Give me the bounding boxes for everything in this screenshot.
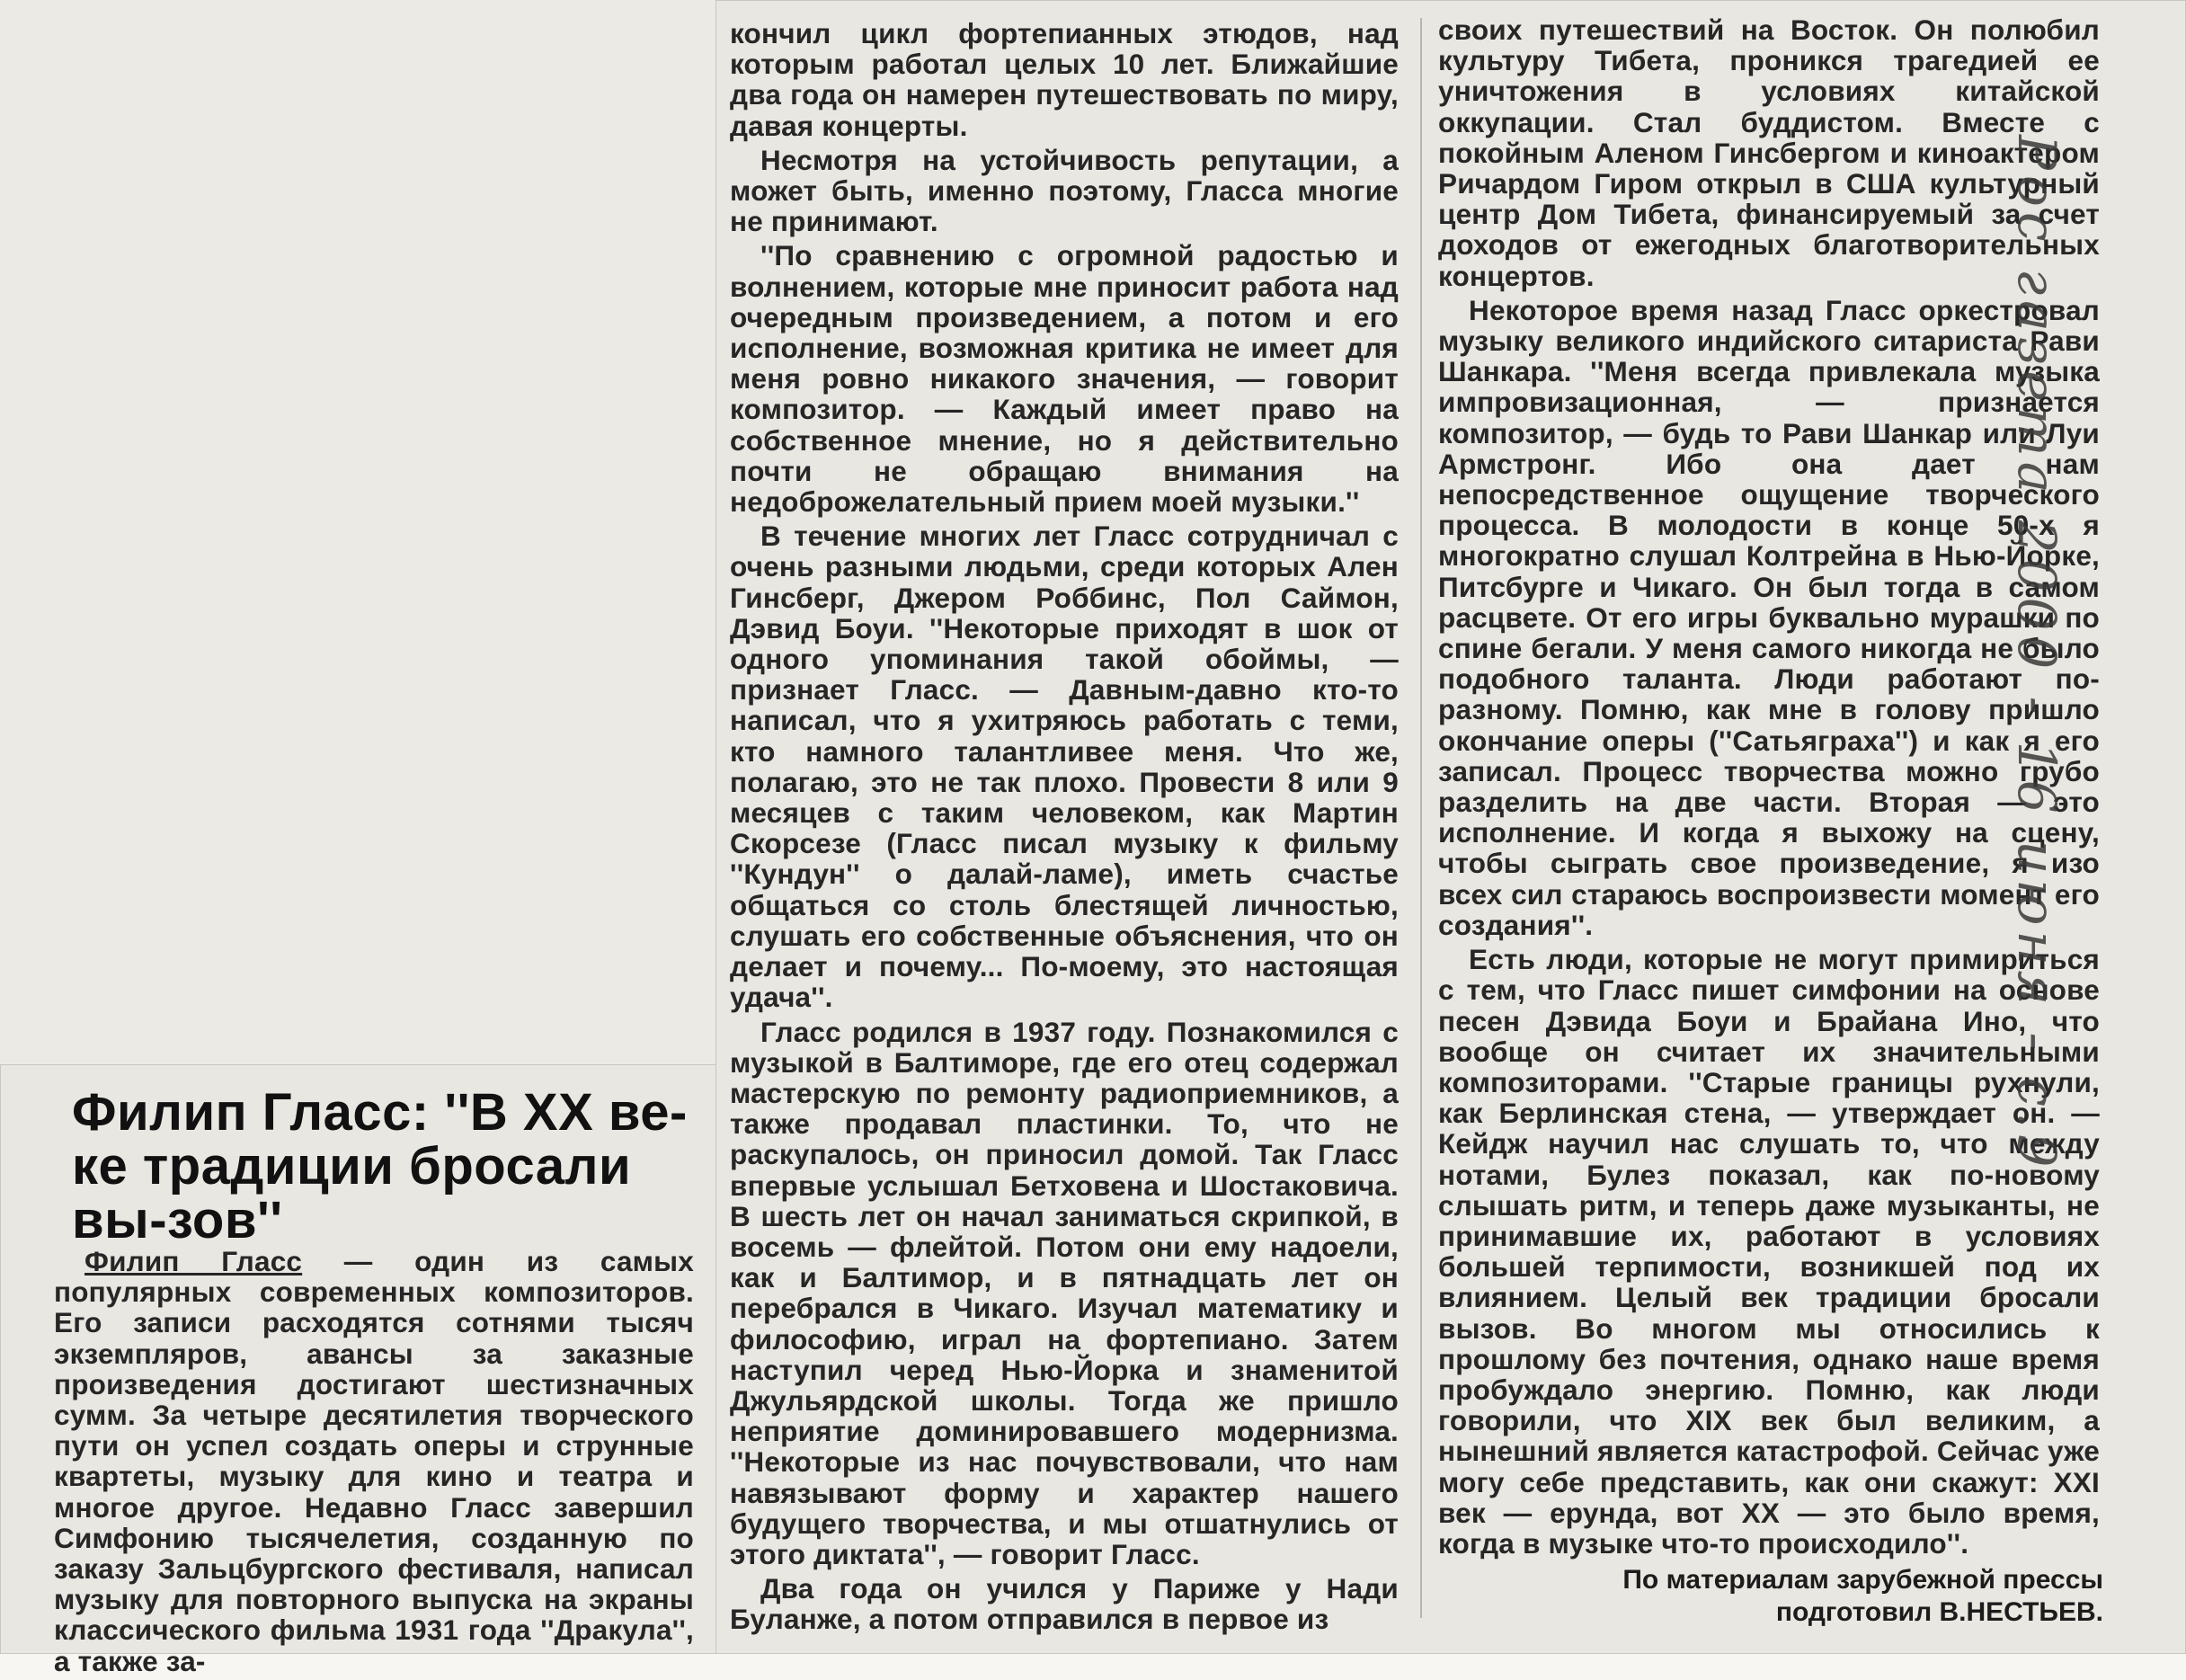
paragraph: Несмотря на устойчивость репутации, а может быть, именно поэтому, Гласса многие не принимают. <box>730 143 1399 238</box>
paragraph: Два года он учился у Париже у Нади Буланже, а потом отправился в первое из <box>730 1572 1399 1636</box>
paragraph: Некоторое время назад Гласс оркестровал музыку великого индийского ситариста Рави Шанкара. ''Меня всегда привлекала музыка импровизационная, — признается композитор, — будь то Рави Шанкар или Луи Армстронг. Ибо она дает нам непосредственное ощущение творческого процесса. В молодости в конце 50-х я многократно слушал Колтрейна в Нью-Йорке, Питсбурге и Чикаго. Он был тогда в самом расцвете. От его игры буквально мурашки по спине бегали. У меня самого никогда не было подобного таланта. Люди работают по-разному. Помню, как мне в голову пришло окончание оперы (''Сатьяграха'') и как я его записал. Процесс творчества можно грубо разделить на две части. Вторая — это исполнение. И когда я выхожу на сцену, чтобы сыграть свое произведение, я изо всех сил стараюсь воспроизвести момент его создания''. <box>1438 293 2100 941</box>
paragraph: Гласс родился в 1937 году. Познакомился с музыкой в Балтиморе, где его отец содержал мастерскую по ремонту радиоприемников, а также продавал пластинки. То, что не раскупалось, он приносил домой. Так Гласс впервые услышал Бетховена и Шостаковича. В шесть лет он начал заниматься скрипкой, в восемь — флейтой. Потом они ему надоели, как и Балтимор, и в пятнадцать лет он перебрался в Чикаго. Изучал математику и философию, играл на фортепиано. Затем наступил черед Нью-Йорка и знаменитой Джульярдской школы. Тогда же пришло неприятие доминировавшего модернизма. ''Некоторые из нас почувствовали, что нам навязывают форму и характер нашего будущего творчества, и мы отшатнулись от этого диктата'', — говорит Гласс. <box>730 1015 1399 1570</box>
author-signature: По материалам зарубежной прессы подготовил В.НЕСТЬЕВ. <box>1622 1565 2103 1627</box>
article-headline: Филип Гласс: ''В XX ве-ке традиции бросали вы-зов'' <box>72 1083 688 1249</box>
lead-name: Филип Гласс <box>84 1245 303 1277</box>
column-1 <box>54 1246 694 1680</box>
paragraph: ''По сравнению с огромной радостью и волнением, которые мне приносит работа над очередным произведением, а потом и его исполнение, возможная критика не имеет для меня ровно никакого значения, — говорит композитор. — Каждый имеет право на собственное мнение, но я действительно почти не обращаю внимания на недоброжелательный прием моей музыки.'' <box>730 239 1399 519</box>
column-2 <box>730 18 1399 1639</box>
handwritten-note: Рос газета 2000 - 16 июня - с.9 <box>2006 135 2067 1173</box>
column-3 <box>1438 14 2100 1562</box>
paragraph: Есть люди, которые не могут примириться с тем, что Гласс пишет симфонии на основе песен Дэвида Боуи и Брайана Ино, что вообще он считает их значительными композиторами. ''Старые границы рухнули, как Берлинская стена, — утверждает он. — Кейдж научил нас слушать то, что между нотами, Булез показал, как по-новому слышать ритм, и теперь даже музыканты, не принимавшие их, работают в условиях большей терпимости, возникшей под их влиянием. Целый век традиции бросали вызов. Во многом мы относились к прошлому без почтения, однако наше время пробуждало энергию. Помню, как люди говорили, что XIX век был великим, а нынешний является катастрофой. Сейчас уже могу себе представить, как они скажут: XXI век — ерунда, вот XX — это было время, когда в музыке что-то происходило''. <box>1438 943 2100 1560</box>
paragraph-text: — один из самых популярных современных композиторов. Его записи расходятся сотнями тысяч экземпляров, авансы за заказные произведения достигают шестизначных сумм. За четыре десятилетия творческого пути он успел создать оперы и струнные квартеты, музыку для кино и театра и многое другое. Недавно Гласс завершил Симфонию тысячелетия, созданную по заказу Зальцбургского фестиваля, написал музыку для повторного выпуска на экраны классического фильма 1931 года ''Дракула'', а также за- <box>54 1245 694 1677</box>
paragraph <box>54 1246 694 1676</box>
paragraph: своих путешествий на Восток. Он полюбил культуру Тибета, проникся трагедией ее уничтожения в условиях китайской оккупации. Стал буддистом. Вместе с покойным Аленом Гинсбергом и киноактером Ричардом Гиром открыл в США культурный центр Дом Тибета, финансируемый за счет доходов от ежегодных благотворительных концертов. <box>1438 13 2100 292</box>
paragraph: кончил цикл фортепианных этюдов, над которым работал целых 10 лет. Ближайшие два года он намерен путешествовать по миру, давая концерты. <box>730 17 1399 142</box>
column-divider <box>1420 18 1422 1618</box>
paragraph: В течение многих лет Гласс сотрудничал с очень разными людьми, среди которых Ален Гинсберг, Джером Роббинс, Пол Саймон, Дэвид Боуи. ''Некоторые приходят в шок от одного упоминания такой обоймы, — признает Гласс. — Давным-давно кто-то написал, что я ухитряюсь работать с теми, кто намного талантливее меня. Что же, полагаю, это не так плохо. Провести 8 или 9 месяцев с таким человеком, как Мартин Скорсезе (Гласс писал музыку к фильму ''Кундун'' о далай-ламе), иметь счастье общаться со столь блестящей личностью, слушать его собственные объяснения, что он делает и почему... По-моему, это настоящая удача''. <box>730 520 1399 1014</box>
